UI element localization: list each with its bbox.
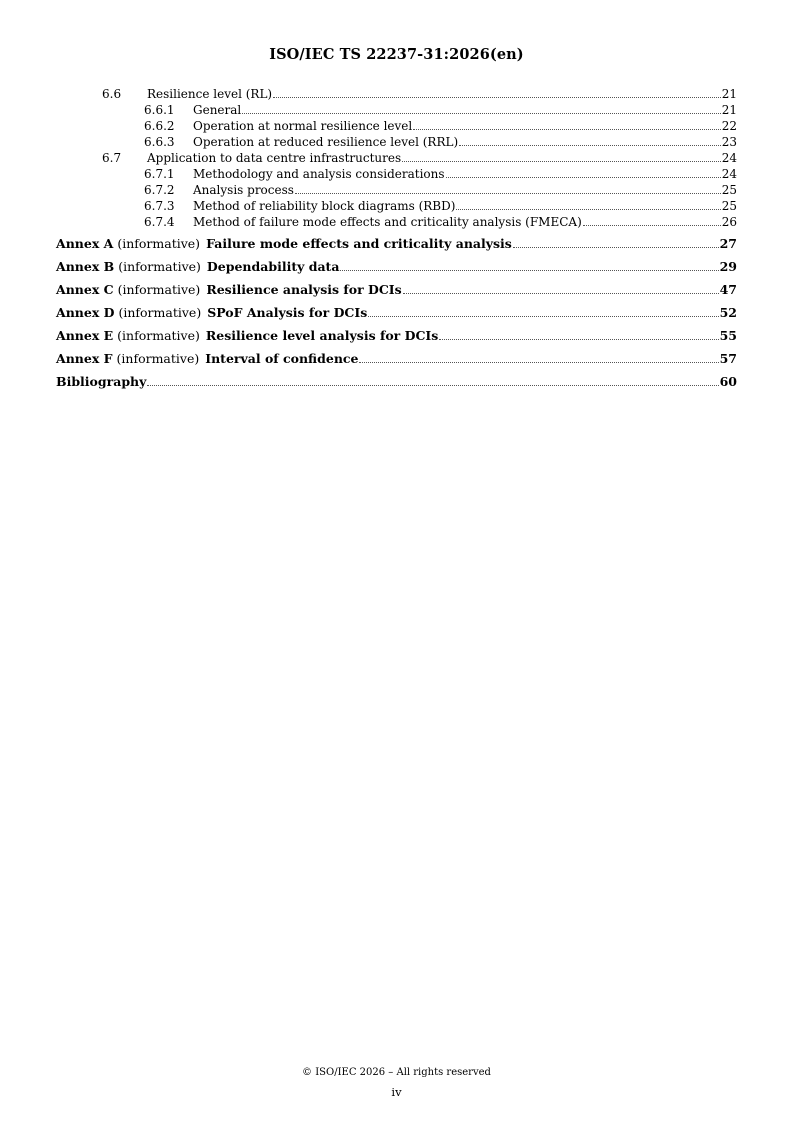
document-header: ISO/IEC TS 22237-31:2026(en) — [269, 46, 524, 63]
annex-page: 29 — [719, 259, 737, 274]
toc-entry-title: Application to data centre infrastructures — [147, 151, 402, 165]
annex-page: 27 — [719, 236, 737, 251]
annex-page: 47 — [719, 282, 737, 297]
annex-title: Resilience level analysis for DCIs — [205, 328, 439, 343]
toc-annex-e[interactable] — [56, 327, 737, 345]
toc-entry-6-7[interactable] — [56, 150, 737, 166]
toc-entry-title: Method of reliability block diagrams (RBD) — [193, 199, 456, 213]
annex-page: 55 — [719, 328, 737, 343]
toc-entry-6-6-1[interactable] — [56, 102, 737, 118]
toc-entry-number: 6.7.3 — [144, 199, 175, 213]
dot-leader — [583, 225, 721, 226]
toc-entry-6-6-3[interactable] — [56, 134, 737, 150]
dot-leader — [273, 97, 721, 98]
toc-entry-6-7-1[interactable] — [56, 166, 737, 182]
annex-label: Annex D — [56, 305, 115, 320]
toc-entry-6-7-4[interactable] — [56, 214, 737, 230]
copyright-notice: © ISO/IEC 2026 – All rights reserved — [302, 1067, 491, 1078]
annex-title: Interval of confidence — [205, 351, 359, 366]
toc-entry-page: 21 — [721, 87, 737, 101]
toc-entry-number: 6.6.1 — [144, 103, 175, 117]
dot-leader — [340, 270, 718, 271]
annex-page: 57 — [719, 351, 737, 366]
toc-entry-page: 22 — [721, 119, 737, 133]
toc-entry-6-7-2[interactable] — [56, 182, 737, 198]
annex-type: (informative) — [118, 259, 201, 274]
toc-entry-number: 6.7.2 — [144, 183, 175, 197]
toc-entry-page: 25 — [721, 183, 737, 197]
annex-label: Annex B — [56, 259, 115, 274]
annex-label: Annex E — [56, 328, 114, 343]
toc-annex-f[interactable] — [56, 350, 737, 368]
dot-leader — [295, 193, 721, 194]
annex-label: Annex A — [56, 236, 114, 251]
annex-type: (informative) — [118, 305, 202, 320]
dot-leader — [359, 362, 718, 363]
dot-leader — [403, 293, 719, 294]
toc-entry-title: Methodology and analysis considerations — [193, 167, 445, 181]
toc-entry-6-6-2[interactable] — [56, 118, 737, 134]
dot-leader — [513, 247, 719, 248]
toc-entry-number: 6.7.4 — [144, 215, 175, 229]
toc-annex-a[interactable] — [56, 235, 737, 253]
toc-entry-6-7-3[interactable] — [56, 198, 737, 214]
annex-title: Resilience analysis for DCIs — [206, 282, 402, 297]
dot-leader — [147, 385, 718, 386]
toc-bibliography[interactable] — [56, 373, 737, 391]
bibliography-title: Bibliography — [56, 374, 147, 389]
dot-leader — [413, 129, 720, 130]
dot-leader — [402, 161, 721, 162]
toc-entry-page: 24 — [721, 167, 737, 181]
dot-leader — [368, 316, 718, 317]
annex-type: (informative) — [117, 282, 201, 297]
annex-page: 52 — [719, 305, 737, 320]
toc-entry-page: 26 — [721, 215, 737, 229]
bibliography-page: 60 — [719, 374, 737, 389]
table-of-contents — [56, 86, 737, 391]
toc-annex-d[interactable] — [56, 304, 737, 322]
toc-entry-6-6[interactable] — [56, 86, 737, 102]
annex-label: Annex F — [56, 351, 113, 366]
annex-type: (informative) — [116, 351, 200, 366]
toc-annex-c[interactable] — [56, 281, 737, 299]
toc-entry-title: Method of failure mode effects and criticality analysis (FMECA) — [193, 215, 582, 229]
toc-entry-number: 6.6.3 — [144, 135, 175, 149]
toc-entry-page: 21 — [721, 103, 737, 117]
toc-entry-title: Resilience level (RL) — [147, 87, 273, 101]
annex-type: (informative) — [117, 236, 201, 251]
toc-entry-page: 23 — [721, 135, 737, 149]
dot-leader — [446, 177, 721, 178]
toc-entry-title: Analysis process — [193, 183, 294, 197]
toc-annex-b[interactable] — [56, 258, 737, 276]
annex-title: Dependability data — [206, 259, 340, 274]
dot-leader — [459, 145, 721, 146]
toc-entry-page: 24 — [721, 151, 737, 165]
annex-title: SPoF Analysis for DCIs — [207, 305, 368, 320]
annex-title: Failure mode effects and criticality analysis — [206, 236, 512, 251]
toc-entry-title: General — [193, 103, 242, 117]
toc-entry-title: Operation at reduced resilience level (RRL) — [193, 135, 459, 149]
toc-entry-page: 25 — [721, 199, 737, 213]
toc-entry-title: Operation at normal resilience level — [193, 119, 413, 133]
dot-leader — [242, 113, 720, 114]
dot-leader — [439, 339, 718, 340]
dot-leader — [456, 209, 720, 210]
toc-entry-number: 6.6 — [102, 87, 122, 101]
toc-entry-number: 6.6.2 — [144, 119, 175, 133]
annex-label: Annex C — [56, 282, 114, 297]
toc-entry-number: 6.7.1 — [144, 167, 175, 181]
annex-type: (informative) — [117, 328, 200, 343]
toc-entry-number: 6.7 — [102, 151, 122, 165]
page-number: iv — [391, 1085, 402, 1099]
